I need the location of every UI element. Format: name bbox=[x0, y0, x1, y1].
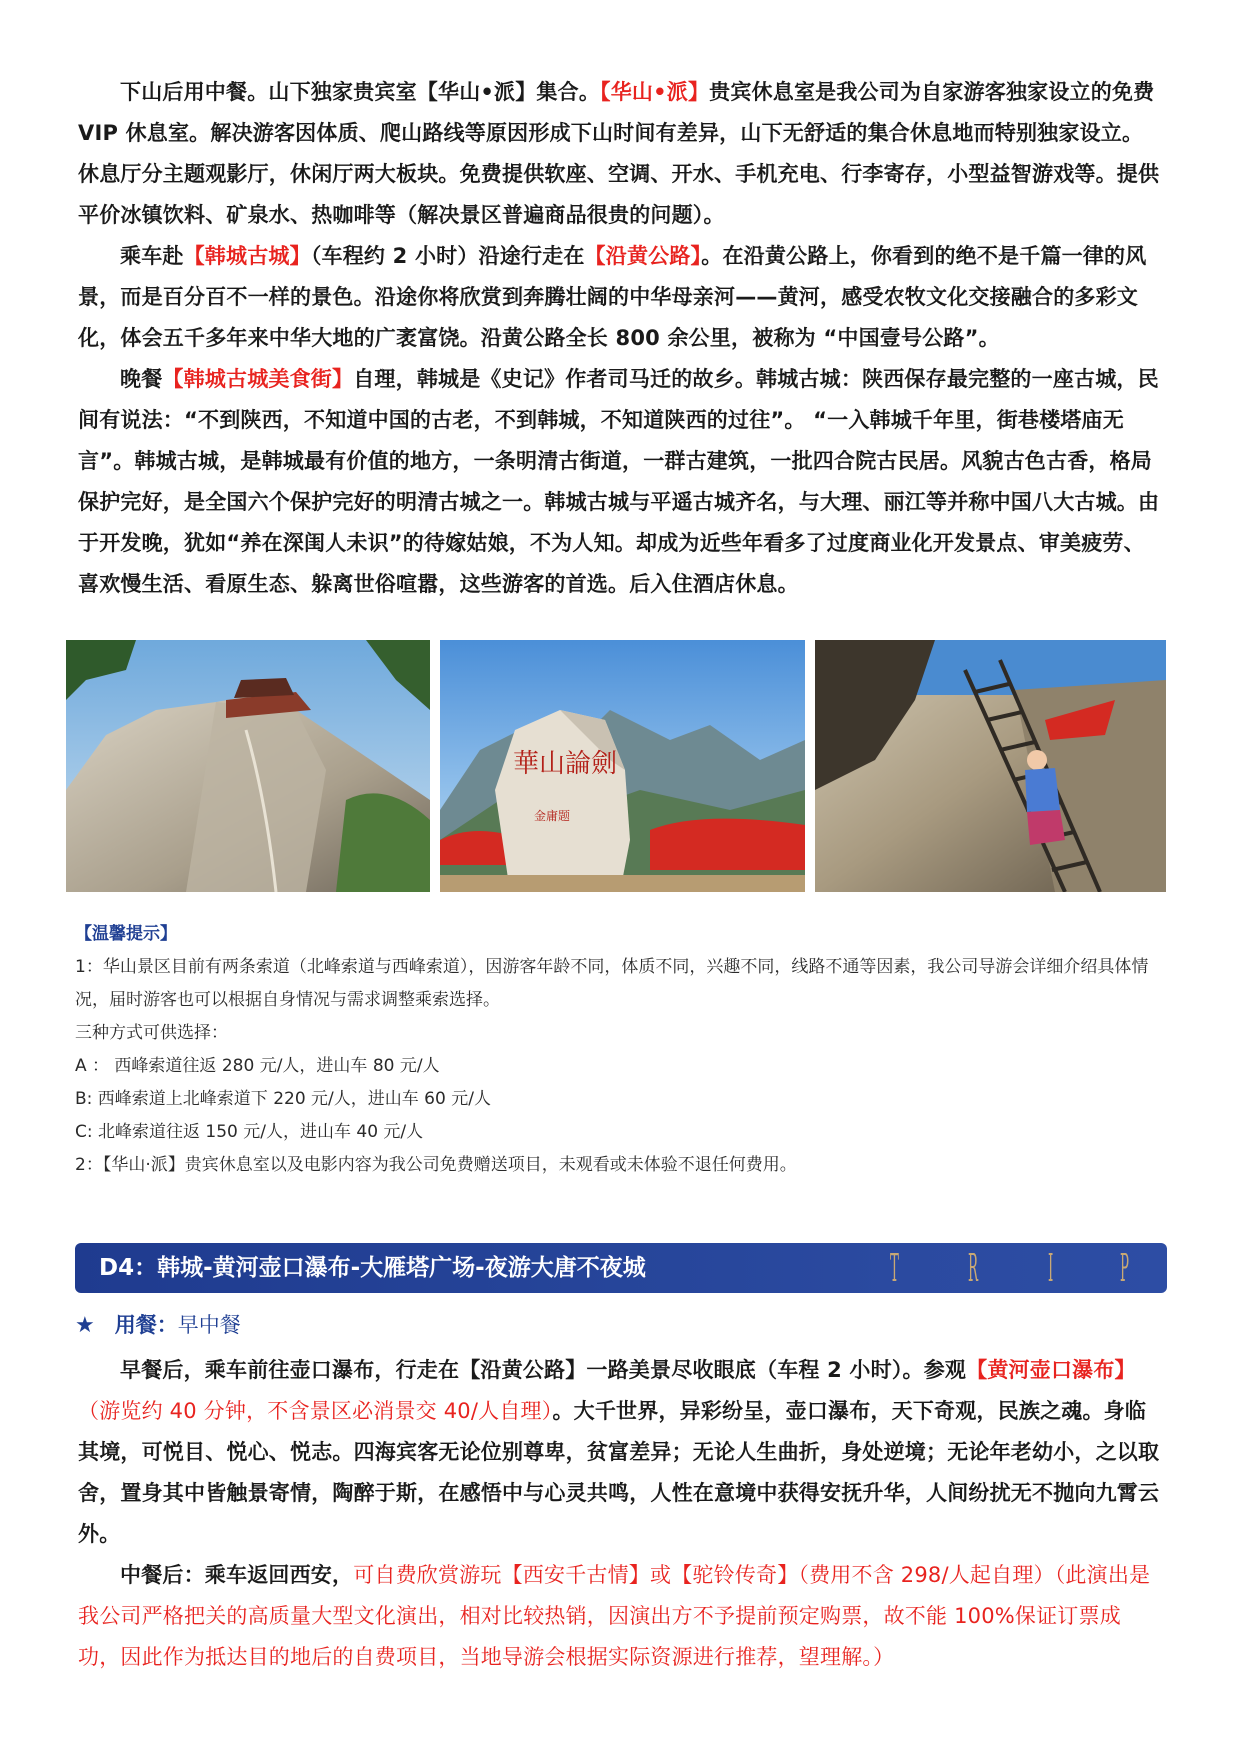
text-span: 自理，韩城是《史记》作者司马迁的故乡。韩城古城：陕西保存最完整的一座古城，民间有说法：“不到陕西，不知道中国的古老，不到韩城，不知道陕西的过往”。 “一入韩城千年里，街巷楼塔庙无言”。韩城古城，是韩城最有价值的地方，一条明清古街道，一群古建筑，一批四合院古民居。风貌古色古香，格局保护完好，是全国六个保护完好的明清古城之一。韩城古城与平遥古城齐名，与大理、丽江等并称中国八大古城。由于开发晚，犹如“养在深闺人未识”的待嫁姑娘，不为人知。却成为近些年看多了过度商业化开发景点、审美疲劳、喜欢慢生活、看原生态、躲离世俗喧嚣，这些游客的首选。后入住酒店休息。 bbox=[78, 367, 1160, 596]
intro-text bbox=[78, 72, 1163, 605]
text-span: 早餐后，乘车前往壶口瀑布，行走在【沿黄公路】一路美景尽收眼底（车程 2 小时）。参观 bbox=[120, 1358, 967, 1382]
text-span: 乘车赴 bbox=[120, 244, 184, 268]
text-span: （车程约 2 小时）沿途行走在 bbox=[310, 244, 585, 268]
note-optional-show: 可自费欣赏游玩【西安千古情】或【驼铃传奇】（费用不含 298/人起自理）（此演出是我公司严格把关的高质量大型文化演出，相对比较热销，因演出方不予提前预定购票，故不能 100%保证订票成功，因此作为抵达目的地后的自费项目，当地导游会根据实际资源进行推荐，望理解。） bbox=[78, 1563, 1151, 1669]
day4-title: D4：韩城-黄河壶口瀑布-大雁塔广场-夜游大唐不夜城 bbox=[99, 1255, 646, 1281]
paragraph-dinner bbox=[78, 359, 1163, 605]
trip-letter-r: R bbox=[968, 1246, 979, 1290]
photo-cliff-ladder bbox=[815, 640, 1166, 892]
paragraph-lounge bbox=[78, 72, 1163, 236]
paragraph-hukou bbox=[78, 1350, 1163, 1555]
note-hukou-fee: （游览约 40 分钟，不含景区必消景交 40/人自理） bbox=[78, 1399, 553, 1423]
trip-letter-p: P bbox=[1120, 1246, 1129, 1290]
tips-option-c: C: 北峰索道往返 150 元/人，进山车 40 元/人 bbox=[75, 1122, 424, 1142]
highlight-yanhuang-road: 【沿黄公路】 bbox=[584, 244, 702, 268]
photo-mountain-ridge bbox=[66, 640, 430, 892]
text-span: 。大千世界，异彩纷呈，壶口瀑布，天下奇观，民族之魂。身临其境，可悦目、悦心、悦志。四海宾客无论位别尊卑，贫富差异；无论人生曲折，身处逆境；无论年老幼小，之以取舍，置身其中皆触景寄情，陶醉于斯，在感悟中与心灵共鸣，人性在意境中获得安抚升华，人间纷扰无不抛向九霄云外。 bbox=[78, 1399, 1160, 1546]
tips-line-1: 1：华山景区目前有两条索道（北峰索道与西峰索道），因游客年龄不同，体质不同，兴趣不同，线路不通等因素，我公司导游会详细介绍具体情况，届时游客也可以根据自身情况与需求调整乘索选择。 bbox=[75, 957, 1149, 1010]
meal-value: 早中餐 bbox=[177, 1313, 241, 1337]
text-span: 下山后用中餐。山下独家贵宾室【华山•派】集合。 bbox=[120, 80, 601, 104]
text-span: 晚餐 bbox=[120, 367, 163, 391]
day4-banner bbox=[75, 1243, 1167, 1293]
tips-line-2: 三种方式可供选择： bbox=[75, 1023, 228, 1043]
star-icon: ★ bbox=[75, 1313, 95, 1338]
photo-strip bbox=[66, 640, 1166, 892]
text-span: 贵宾休息室是我公司为自家游客独家设立的免费 VIP 休息室。解决游客因体质、爬山路线等原因形成下山时间有差异，山下无舒适的集合休息地而特别独家设立。休息厅分主题观影厅，休闲厅两大板块。免费提供软座、空调、开水、手机充电、行李寄存，小型益智游戏等。提供平价冰镇饮料、矿泉水、热咖啡等（解决景区普遍商品很贵的问题）。 bbox=[78, 80, 1160, 227]
meal-label: 用餐： bbox=[114, 1313, 178, 1337]
trip-letter-i: I bbox=[1048, 1246, 1054, 1290]
photo-inscribed-stone bbox=[440, 640, 805, 892]
stone-inscription: 華山論劍 bbox=[512, 749, 618, 779]
trip-logo bbox=[880, 1243, 1160, 1293]
highlight-hancheng: 【韩城古城】 bbox=[183, 244, 311, 268]
text-span: 中餐后：乘车返回西安， bbox=[120, 1563, 354, 1587]
tips-option-a: A ： 西峰索道往返 280 元/人，进山车 80 元/人 bbox=[75, 1056, 440, 1076]
highlight-food-street: 【韩城古城美食街】 bbox=[162, 367, 354, 391]
meal-line bbox=[75, 1310, 241, 1341]
highlight-huashanpai: 【华山•派】 bbox=[600, 80, 710, 104]
tips-section bbox=[75, 918, 1165, 1182]
paragraph-lunch-return bbox=[78, 1555, 1163, 1678]
tips-line-3: 2：【华山·派】贵宾休息室以及电影内容为我公司免费赠送项目，未观看或未体验不退任何费用。 bbox=[75, 1155, 797, 1175]
day4-text bbox=[78, 1350, 1163, 1678]
paragraph-hancheng-ride bbox=[78, 236, 1163, 359]
highlight-hukou-waterfall: 【黄河壶口瀑布】 bbox=[966, 1358, 1136, 1382]
trip-letter-t: T bbox=[890, 1246, 899, 1290]
tips-option-b: B: 西峰索道上北峰索道下 220 元/人，进山车 60 元/人 bbox=[75, 1089, 491, 1109]
text-span: 。在沿黄公路上，你看到的绝不是千篇一律的风景，而是百分百不一样的景色。沿途你将欣赏到奔腾壮阔的中华母亲河——黄河，感受农牧文化交接融合的多彩文化，体会五千多年来中华大地的广袤富饶。沿黄公路全长 800 余公里，被称为 “中国壹号公路”。 bbox=[78, 244, 1147, 350]
stone-signature: 金庸题 bbox=[533, 809, 571, 823]
tips-title: 【温馨提示】 bbox=[75, 924, 177, 944]
